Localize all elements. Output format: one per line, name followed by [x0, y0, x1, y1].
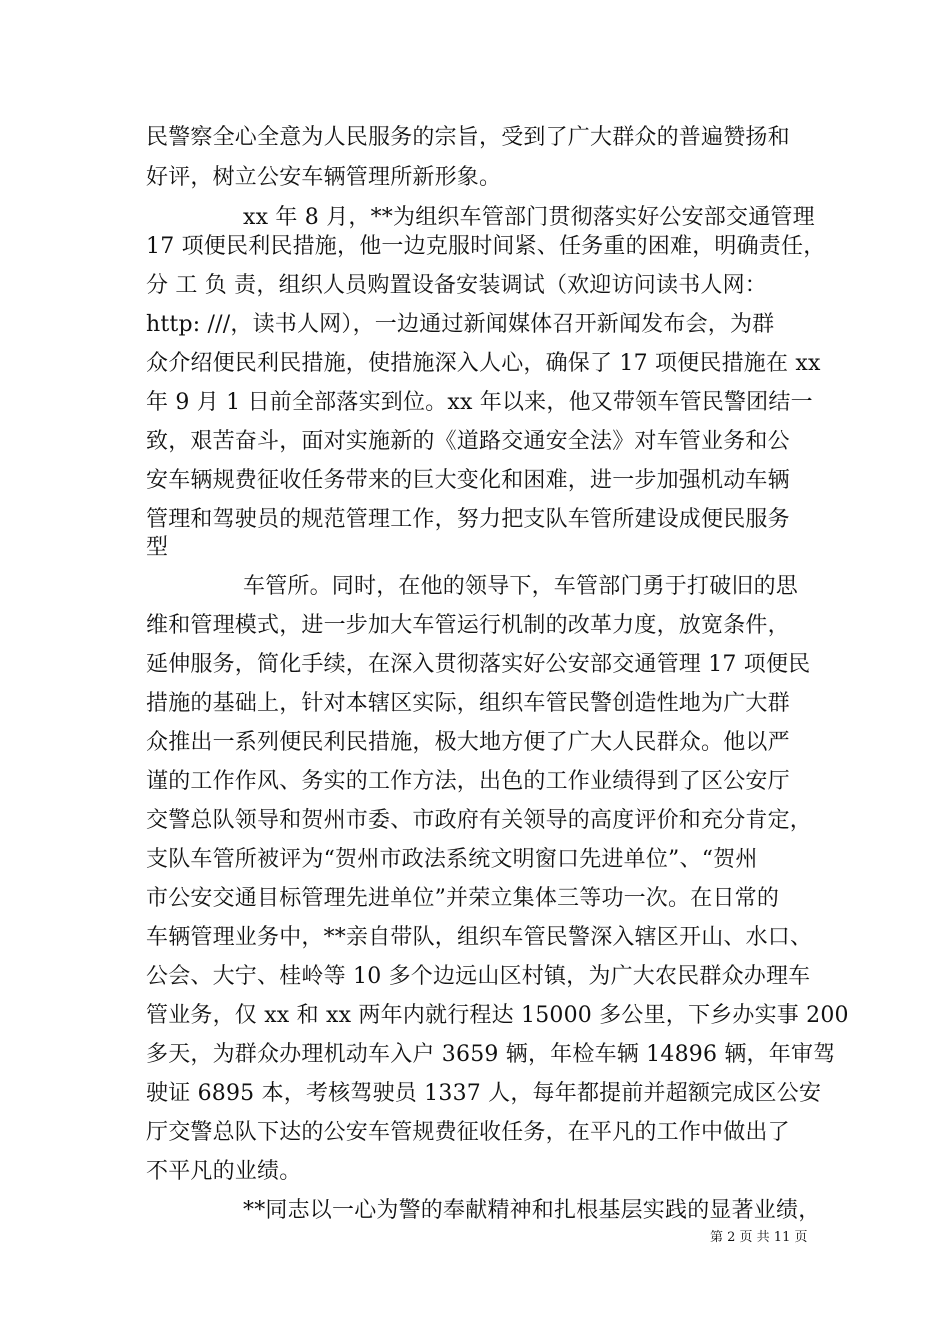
page-number: 第 2 页 共 11 页	[710, 1230, 808, 1245]
text-line: 驶证 6895 本，考核驾驶员 1337 人，每年都提前并超额完成区公安	[146, 1081, 822, 1106]
text-line: 管理和驾驶员的规范管理工作，努力把支队车管所建设成便民服务	[146, 507, 790, 532]
text-line: 措施的基础上，针对本辖区实际，组织车管民警创造性地为广大群	[146, 691, 790, 716]
text-line: 维和管理模式，进一步加大车管运行机制的改革力度，放宽条件，	[146, 613, 790, 638]
text-line: 致，艰苦奋斗，面对实施新的《道路交通安全法》对车管业务和公	[146, 429, 790, 454]
text-line: **同志以一心为警的奉献精神和扎根基层实践的显著业绩，	[243, 1198, 821, 1223]
text-line: xx 年 8 月，**为组织车管部门贯彻落实好公安部交通管理	[243, 205, 815, 230]
text-line: 众介绍便民利民措施，使措施深入人心，确保了 17 项便民措施在 xx	[146, 351, 821, 376]
text-line: 分 工 负 责，组织人员购置设备安装调试（欢迎访问读书人网：	[146, 273, 767, 298]
text-line: 谨的工作作风、务实的工作方法，出色的工作业绩得到了区公安厅	[146, 769, 790, 794]
text-line: 型	[146, 535, 169, 560]
text-line: 安车辆规费征收任务带来的巨大变化和困难，进一步加强机动车辆	[146, 468, 790, 493]
text-line: 车辆管理业务中，**亲自带队，组织车管民警深入辖区开山、水口、	[146, 925, 813, 950]
text-line: 年 9 月 1 日前全部落实到位。xx 年以来，他又带领车管民警团结一	[146, 390, 813, 415]
text-line: 交警总队领导和贺州市委、市政府有关领导的高度评价和充分肯定，	[146, 808, 813, 833]
text-line: 厅交警总队下达的公安车管规费征收任务，在平凡的工作中做出了	[146, 1120, 790, 1145]
text-line: 民警察全心全意为人民服务的宗旨，受到了广大群众的普遍赞扬和	[146, 125, 790, 150]
text-line: 好评，树立公安车辆管理所新形象。	[146, 165, 502, 190]
text-line: 17 项便民利民措施，他一边克服时间紧、任务重的困难，明确责任，	[146, 234, 826, 259]
text-line: 不平凡的业绩。	[146, 1159, 302, 1184]
text-line: 车管所。同时，在他的领导下，车管部门勇于打破旧的思	[243, 574, 799, 599]
text-line: 支队车管所被评为“贺州市政法系统文明窗口先进单位”、“贺州	[146, 847, 758, 872]
text-line: 延伸服务，简化手续，在深入贯彻落实好公安部交通管理 17 项便民	[146, 652, 811, 677]
text-line: 众推出一系列便民利民措施，极大地方便了广大人民群众。他以严	[146, 730, 790, 755]
text-line: 市公安交通目标管理先进单位”并荣立集体三等功一次。在日常的	[146, 886, 780, 911]
text-line: 公会、大宁、桂岭等 10 多个边远山区村镇，为广大农民群众办理车	[146, 964, 811, 989]
text-line: 多天，为群众办理机动车入户 3659 辆，年检车辆 14896 辆，年审驾	[146, 1042, 836, 1067]
text-line: 管业务，仅 xx 和 xx 两年内就行程达 15000 多公里，下乡办实事 200	[146, 1003, 849, 1028]
text-line: http: ///，读书人网），一边通过新闻媒体召开新闻发布会，为群	[146, 312, 775, 337]
